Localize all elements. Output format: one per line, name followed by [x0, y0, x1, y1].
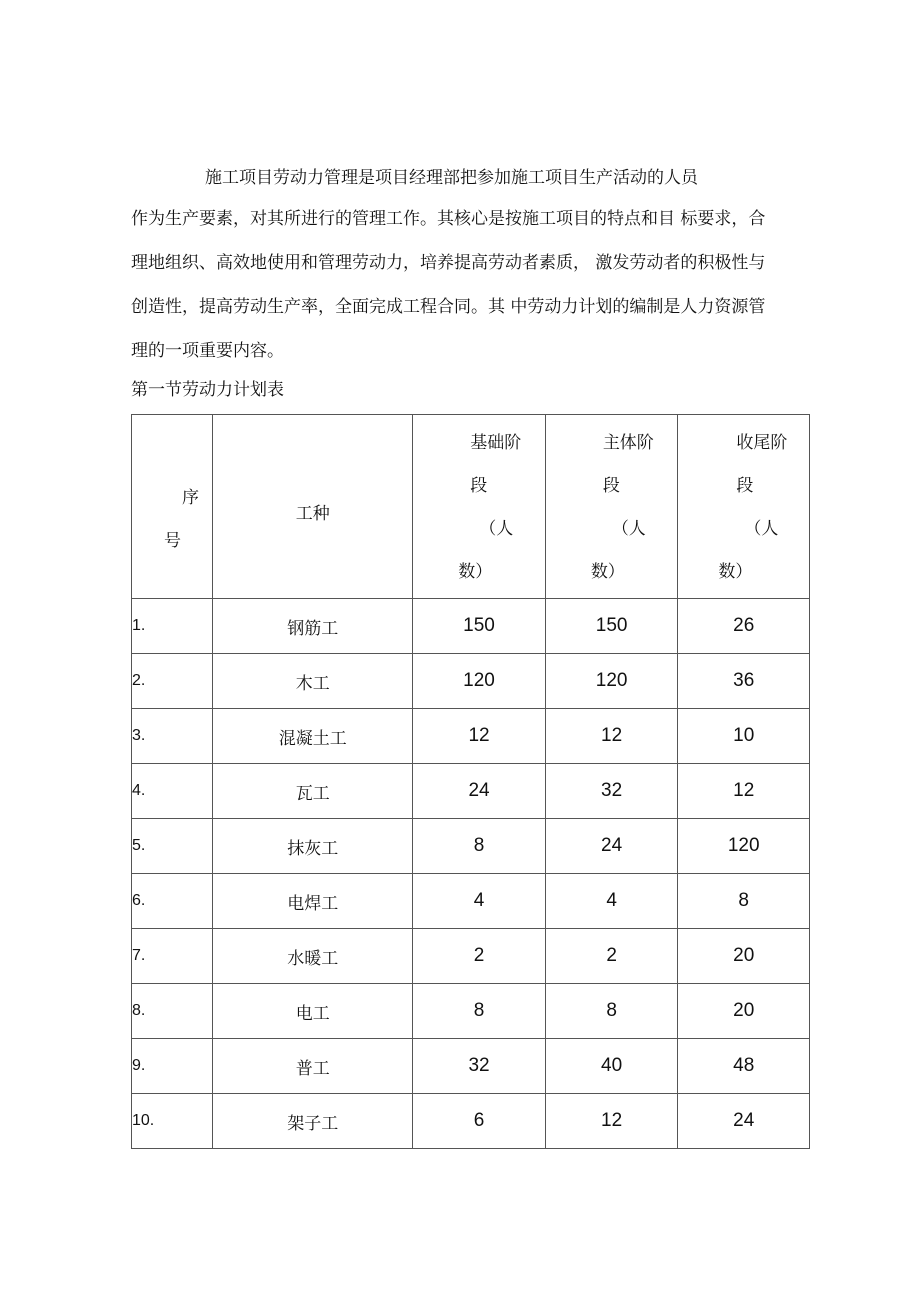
header-foundation-l3: （人 — [479, 519, 514, 539]
header-main-l3: （人 — [611, 519, 646, 539]
intro-line-4: 创造性，提高劳动生产率，全面完成工程合同。其 中劳动力计划的编制是人力资源管 — [131, 297, 766, 317]
header-finish — [678, 415, 810, 599]
cell-main: 12 — [545, 1094, 678, 1149]
table-row — [132, 984, 810, 1039]
cell-main: 4 — [545, 874, 678, 929]
cell-seq: 7. — [132, 929, 213, 984]
cell-finish: 26 — [678, 599, 810, 654]
table-row — [132, 1094, 810, 1149]
cell-kind: 混凝土工 — [213, 709, 413, 764]
cell-kind: 钢筋工 — [213, 599, 413, 654]
header-finish-l4: 数） — [718, 562, 753, 582]
cell-main: 24 — [545, 819, 678, 874]
header-foundation-l2: 段 — [470, 476, 488, 496]
header-finish-l3: （人 — [744, 519, 779, 539]
cell-seq: 9. — [132, 1039, 213, 1094]
cell-kind: 水暖工 — [213, 929, 413, 984]
cell-finish: 48 — [678, 1039, 810, 1094]
cell-seq: 4. — [132, 764, 213, 819]
cell-seq: 6. — [132, 874, 213, 929]
labor-plan-table — [131, 414, 810, 1149]
header-kind — [213, 415, 413, 599]
cell-foundation: 24 — [413, 764, 546, 819]
header-foundation — [413, 415, 546, 599]
table-row — [132, 654, 810, 709]
header-finish-l1: 收尾阶 — [736, 433, 788, 453]
cell-main: 2 — [545, 929, 678, 984]
cell-main: 120 — [545, 654, 678, 709]
header-finish-l2: 段 — [736, 476, 754, 496]
cell-foundation: 150 — [413, 599, 546, 654]
table-row — [132, 874, 810, 929]
cell-finish: 20 — [678, 929, 810, 984]
cell-kind: 电焊工 — [213, 874, 413, 929]
intro-line-2: 作为生产要素，对其所进行的管理工作。其核心是按施工项目的特点和目 标要求，合 — [131, 209, 766, 229]
cell-kind: 普工 — [213, 1039, 413, 1094]
cell-seq: 10. — [132, 1094, 213, 1149]
cell-kind: 木工 — [213, 654, 413, 709]
section-title: 第一节劳动力计划表 — [131, 380, 284, 400]
cell-finish: 10 — [678, 709, 810, 764]
header-foundation-l4: 数） — [458, 562, 493, 582]
table-row — [132, 709, 810, 764]
header-main-l1: 主体阶 — [602, 433, 654, 453]
cell-seq: 3. — [132, 709, 213, 764]
table-row — [132, 1039, 810, 1094]
cell-foundation: 4 — [413, 874, 546, 929]
cell-finish: 36 — [678, 654, 810, 709]
cell-foundation: 6 — [413, 1094, 546, 1149]
cell-seq: 8. — [132, 984, 213, 1039]
cell-seq: 2. — [132, 654, 213, 709]
cell-kind: 架子工 — [213, 1094, 413, 1149]
header-foundation-l1: 基础阶 — [470, 433, 522, 453]
intro-line-1: 施工项目劳动力管理是项目经理部把参加施工项目生产活动的人员 — [205, 168, 698, 188]
cell-kind: 电工 — [213, 984, 413, 1039]
header-seq — [132, 415, 213, 599]
cell-main: 150 — [545, 599, 678, 654]
intro-line-5: 理的一项重要内容。 — [131, 341, 284, 361]
cell-foundation: 12 — [413, 709, 546, 764]
header-main-l2: 段 — [602, 476, 620, 496]
cell-foundation: 2 — [413, 929, 546, 984]
cell-finish: 8 — [678, 874, 810, 929]
header-kind-label: 工种 — [295, 504, 330, 524]
cell-finish: 12 — [678, 764, 810, 819]
cell-main: 32 — [545, 764, 678, 819]
header-seq-line2: 号 — [164, 531, 181, 551]
header-main — [545, 415, 678, 599]
cell-finish: 120 — [678, 819, 810, 874]
header-seq-line1: 序 — [182, 488, 199, 508]
header-main-l4: 数） — [590, 562, 625, 582]
cell-foundation: 8 — [413, 819, 546, 874]
cell-main: 12 — [545, 709, 678, 764]
cell-main: 8 — [545, 984, 678, 1039]
table-row — [132, 929, 810, 984]
intro-line-3: 理地组织、高效地使用和管理劳动力，培养提高劳动者素质， 激发劳动者的积极性与 — [131, 253, 766, 273]
table-header-row — [132, 415, 810, 599]
cell-finish: 24 — [678, 1094, 810, 1149]
cell-foundation: 120 — [413, 654, 546, 709]
cell-main: 40 — [545, 1039, 678, 1094]
cell-foundation: 8 — [413, 984, 546, 1039]
table-row — [132, 764, 810, 819]
table-row — [132, 819, 810, 874]
cell-foundation: 32 — [413, 1039, 546, 1094]
cell-seq: 5. — [132, 819, 213, 874]
cell-kind: 抹灰工 — [213, 819, 413, 874]
cell-kind: 瓦工 — [213, 764, 413, 819]
cell-seq: 1. — [132, 599, 213, 654]
table-row — [132, 599, 810, 654]
cell-finish: 20 — [678, 984, 810, 1039]
